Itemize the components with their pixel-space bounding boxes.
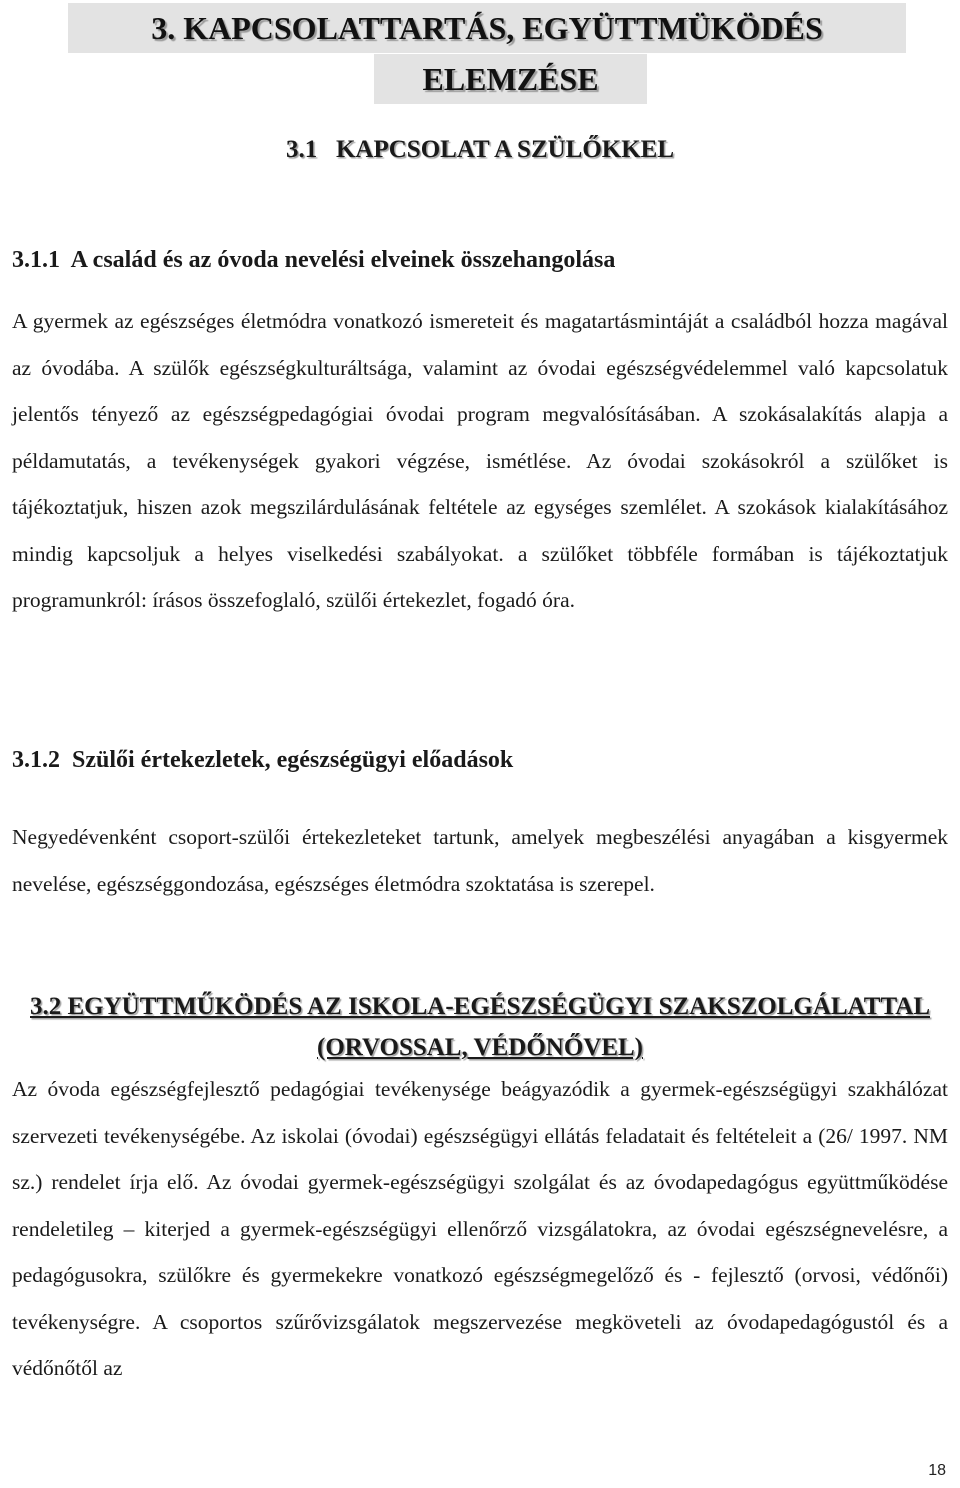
- chapter-heading-line-2: ELEMZÉSE: [374, 54, 647, 104]
- section-3-2-paragraph: Az óvoda egészségfejlesztő pedagógiai tevékenysége beágyazódik a gyermek-egészségügyi szakhálózat szervezeti tevékenységébe. Az iskolai (óvodai) egészségügyi ellátás feladatait és feltételeit a (26/ 1997. NM sz.) rendelet írja elő. Az óvodai gyermek-egészségügyi szolgálat és az óvodapedagógus együttműködése rendeletileg – kiterjed a gyermek-egészségügyi ellenőrző vizsgálatokra, az óvodai egészségnevelésre, a pedagógusokra, szülőkre és gyermekekre vonatkozó egészségmegelőző és - fejlesztő (orvosi, védőnői) tevékenységre. A csoportos szűrővizsgálatok megszervezése megköveteli az óvodapedagógustól és a védőnőtől az: [12, 1077, 948, 1380]
- section-3-1-2-paragraph: Negyedévenként csoport-szülői értekezleteket tartunk, amelyek megbeszélési anyagában a kisgyermek nevelése, egészséggondozása, egészséges életmódra szoktatása is szerepel.: [12, 825, 948, 896]
- section-3-2-heading: 3.2 EGYÜTTMŰKÖDÉS AZ ISKOLA-EGÉSZSÉGÜGYI SZAKSZOLGÁLATTAL (ORVOSSAL, VÉDŐNŐVEL): [30, 993, 930, 1061]
- page-number: 18: [928, 1462, 946, 1479]
- chapter-heading-line-1: 3. KAPCSOLATTARTÁS, EGYÜTTMÜKÖDÉS: [68, 3, 906, 53]
- section-3-1-heading: 3.1 KAPCSOLAT A SZÜLŐKKEL: [285, 136, 675, 163]
- section-3-1-1-paragraph: A gyermek az egészséges életmódra vonatkozó ismereteit és magatartásmintáját a családból hozza magával az óvodába. A szülők egészségkulturáltsága, valamint az óvodai egészségvédelemmel való kapcsolatuk jelentős tényező az egészségpedagógiai óvodai program megvalósításában. A szokásalakítás alapja a példamutatás, a tevékenységek gyakori végzése, ismétlése. Az óvodai szokásokról a szülőket is tájékoztatjuk, hiszen azok megszilárdulásának feltétele az egységes szemlélet. A szokások kialakításához mindig kapcsoljuk a helyes viselkedési szabályokat. a szülőket többféle formában is tájékoztatjuk programunkról: írásos összefoglaló, szülői értekezlet, fogadó óra.: [12, 309, 948, 612]
- section-3-1-1-heading: 3.1.1 A család és az óvoda nevelési elveinek összehangolása: [12, 247, 616, 273]
- section-3-1-2-heading: 3.1.2 Szülői értekezletek, egészségügyi előadások: [12, 747, 514, 773]
